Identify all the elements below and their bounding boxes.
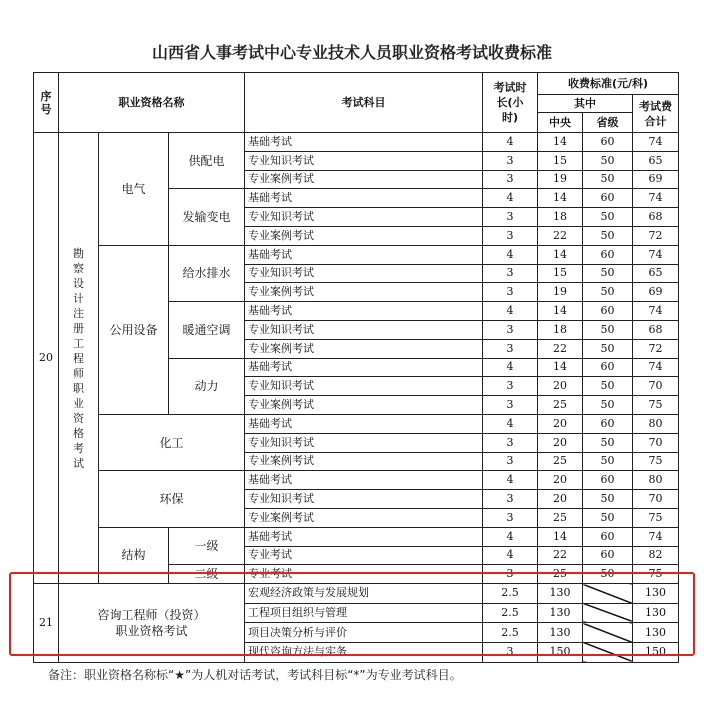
central-fee-cell: 20	[538, 471, 583, 490]
central-fee-cell: 130	[538, 623, 583, 643]
province-fee-cell: 50	[583, 208, 633, 227]
subject-cell: 基础考试	[245, 471, 483, 490]
hours-cell: 4	[483, 358, 538, 377]
central-fee-cell: 25	[538, 396, 583, 415]
subject-cell: 专业案例考试	[245, 452, 483, 471]
central-fee-cell: 14	[538, 245, 583, 264]
header-fee-standard: 收费标准(元/科)	[538, 73, 679, 95]
province-fee-cell: 50	[583, 264, 633, 283]
subject-cell: 专业考试	[245, 565, 483, 584]
total-fee-cell: 74	[633, 189, 679, 208]
province-fee-cell: 50	[583, 433, 633, 452]
hours-cell: 4	[483, 414, 538, 433]
hours-cell: 4	[483, 546, 538, 565]
subject-cell: 专业案例考试	[245, 226, 483, 245]
total-fee-cell: 74	[633, 358, 679, 377]
total-fee-cell: 69	[633, 283, 679, 302]
total-fee-cell: 65	[633, 264, 679, 283]
seq-20: 20	[34, 133, 59, 584]
province-fee-empty	[583, 623, 633, 643]
subject-cell: 专业知识考试	[245, 264, 483, 283]
province-fee-cell: 50	[583, 151, 633, 170]
province-fee-cell: 60	[583, 358, 633, 377]
subject-cell: 专业知识考试	[245, 433, 483, 452]
province-fee-cell: 60	[583, 471, 633, 490]
qual-name-21-line2: 职业资格考试	[115, 623, 188, 638]
table-row	[34, 527, 679, 546]
hours-cell: 3	[483, 642, 538, 662]
hours-cell: 3	[483, 339, 538, 358]
qual-name-21	[59, 584, 245, 662]
seq-21: 21	[34, 584, 59, 662]
hours-cell: 3	[483, 264, 538, 283]
category-environment: 环保	[99, 471, 245, 527]
total-fee-cell: 80	[633, 414, 679, 433]
qual-name-text: 勘察设计注册工程师职业资格考试	[73, 246, 84, 470]
subject-cell: 基础考试	[245, 302, 483, 321]
subject-cell: 宏观经济政策与发展规划	[245, 584, 483, 604]
total-fee-cell: 75	[633, 396, 679, 415]
subject-cell: 项目决策分析与评价	[245, 623, 483, 643]
subject-cell: 专业案例考试	[245, 170, 483, 189]
subject-cell: 专业知识考试	[245, 151, 483, 170]
total-fee-cell: 65	[633, 151, 679, 170]
province-fee-cell: 50	[583, 170, 633, 189]
province-fee-cell: 60	[583, 414, 633, 433]
hours-cell: 3	[483, 377, 538, 396]
total-fee-cell: 70	[633, 433, 679, 452]
table-row	[34, 245, 679, 264]
category-chemical: 化工	[99, 414, 245, 470]
total-fee-cell: 74	[633, 527, 679, 546]
province-fee-cell: 50	[583, 565, 633, 584]
header-among: 其中	[538, 95, 633, 113]
qual-name-21-line1: 咨询工程师（投资）	[97, 607, 206, 622]
subcategory-transmit: 发输变电	[169, 189, 245, 245]
hours-cell: 3	[483, 283, 538, 302]
province-fee-cell: 50	[583, 339, 633, 358]
hours-cell: 3	[483, 396, 538, 415]
subject-cell: 基础考试	[245, 245, 483, 264]
total-fee-cell: 150	[633, 642, 679, 662]
subcategory-level2: 二级	[169, 565, 245, 584]
table-row	[34, 471, 679, 490]
province-fee-cell: 60	[583, 189, 633, 208]
subcategory-hvac: 暖通空调	[169, 302, 245, 358]
province-fee-cell: 50	[583, 226, 633, 245]
subject-cell: 基础考试	[245, 358, 483, 377]
total-fee-cell: 75	[633, 565, 679, 584]
total-fee-cell: 130	[633, 584, 679, 604]
page-title: 山西省人事考试中心专业技术人员职业资格考试收费标准	[151, 43, 552, 62]
province-fee-empty	[583, 642, 633, 662]
central-fee-cell: 18	[538, 208, 583, 227]
total-fee-cell: 72	[633, 226, 679, 245]
central-fee-cell: 20	[538, 414, 583, 433]
subcategory-water: 给水排水	[169, 245, 245, 301]
central-fee-cell: 20	[538, 433, 583, 452]
central-fee-cell: 14	[538, 527, 583, 546]
subject-cell: 专业案例考试	[245, 283, 483, 302]
header-duration: 考试时长(小时)	[483, 73, 538, 133]
central-fee-cell: 19	[538, 170, 583, 189]
footnote: 备注：职业资格名称标“★”为人机对话考试，考试科目标“*”为专业考试科目。	[48, 668, 462, 682]
subject-cell: 专业知识考试	[245, 208, 483, 227]
subject-cell: 工程项目组织与管理	[245, 603, 483, 623]
hours-cell: 3	[483, 433, 538, 452]
category-structure: 结构	[99, 527, 169, 583]
central-fee-cell: 20	[538, 377, 583, 396]
table-row	[34, 133, 679, 152]
subject-cell: 专业案例考试	[245, 396, 483, 415]
subject-cell: 现代咨询方法与实务	[245, 642, 483, 662]
total-fee-cell: 130	[633, 623, 679, 643]
total-fee-cell: 75	[633, 452, 679, 471]
hours-cell: 4	[483, 471, 538, 490]
central-fee-cell: 19	[538, 283, 583, 302]
header-subject: 考试科目	[245, 73, 483, 133]
total-fee-cell: 70	[633, 377, 679, 396]
subject-cell: 专业知识考试	[245, 377, 483, 396]
province-fee-cell: 60	[583, 302, 633, 321]
hours-cell: 3	[483, 208, 538, 227]
central-fee-cell: 25	[538, 565, 583, 584]
subject-cell: 专业知识考试	[245, 490, 483, 509]
subcategory-power: 动力	[169, 358, 245, 414]
hours-cell: 2.5	[483, 584, 538, 604]
hours-cell: 4	[483, 133, 538, 152]
total-fee-cell: 82	[633, 546, 679, 565]
central-fee-cell: 18	[538, 320, 583, 339]
province-fee-cell: 60	[583, 527, 633, 546]
subject-cell: 专业案例考试	[245, 339, 483, 358]
province-fee-empty	[583, 603, 633, 623]
central-fee-cell: 20	[538, 490, 583, 509]
central-fee-cell: 25	[538, 452, 583, 471]
central-fee-cell: 15	[538, 151, 583, 170]
hours-cell: 4	[483, 302, 538, 321]
total-fee-cell: 130	[633, 603, 679, 623]
province-fee-empty	[583, 584, 633, 604]
central-fee-cell: 130	[538, 603, 583, 623]
hours-cell: 4	[483, 245, 538, 264]
total-fee-cell: 70	[633, 490, 679, 509]
central-fee-cell: 14	[538, 133, 583, 152]
hours-cell: 3	[483, 490, 538, 509]
header-qual-name: 职业资格名称	[59, 73, 245, 133]
hours-cell: 3	[483, 508, 538, 527]
table-row	[34, 584, 679, 604]
central-fee-cell: 14	[538, 302, 583, 321]
central-fee-cell: 22	[538, 546, 583, 565]
hours-cell: 4	[483, 189, 538, 208]
subject-cell: 基础考试	[245, 414, 483, 433]
province-fee-cell: 50	[583, 452, 633, 471]
subject-cell: 专业知识考试	[245, 320, 483, 339]
subject-cell: 专业考试	[245, 546, 483, 565]
subcategory-level1: 一级	[169, 527, 245, 565]
subject-cell: 专业案例考试	[245, 508, 483, 527]
hours-cell: 3	[483, 151, 538, 170]
central-fee-cell: 14	[538, 358, 583, 377]
total-fee-cell: 74	[633, 133, 679, 152]
total-fee-cell: 68	[633, 320, 679, 339]
total-fee-cell: 68	[633, 208, 679, 227]
central-fee-cell: 14	[538, 189, 583, 208]
central-fee-cell: 22	[538, 226, 583, 245]
category-electric: 电气	[99, 133, 169, 246]
hours-cell: 3	[483, 452, 538, 471]
province-fee-cell: 50	[583, 508, 633, 527]
table-row	[34, 414, 679, 433]
central-fee-cell: 25	[538, 508, 583, 527]
hours-cell: 3	[483, 565, 538, 584]
province-fee-cell: 50	[583, 283, 633, 302]
total-fee-cell: 74	[633, 245, 679, 264]
hours-cell: 3	[483, 226, 538, 245]
central-fee-cell: 22	[538, 339, 583, 358]
province-fee-cell: 60	[583, 133, 633, 152]
header-province: 省级	[583, 113, 633, 133]
province-fee-cell: 50	[583, 396, 633, 415]
header-central: 中央	[538, 113, 583, 133]
hours-cell: 3	[483, 320, 538, 339]
province-fee-cell: 50	[583, 320, 633, 339]
subject-cell: 基础考试	[245, 133, 483, 152]
central-fee-cell: 150	[538, 642, 583, 662]
subcategory-supply: 供配电	[169, 133, 245, 189]
total-fee-cell: 69	[633, 170, 679, 189]
province-fee-cell: 60	[583, 245, 633, 264]
hours-cell: 3	[483, 170, 538, 189]
hours-cell: 2.5	[483, 603, 538, 623]
header-total: 考试费合计	[633, 95, 679, 133]
fee-table	[33, 72, 679, 663]
category-public-equipment: 公用设备	[99, 245, 169, 414]
province-fee-cell: 60	[583, 546, 633, 565]
province-fee-cell: 50	[583, 377, 633, 396]
hours-cell: 2.5	[483, 623, 538, 643]
subject-cell: 基础考试	[245, 527, 483, 546]
central-fee-cell: 15	[538, 264, 583, 283]
total-fee-cell: 80	[633, 471, 679, 490]
header-seq: 序号	[34, 73, 59, 133]
subject-cell: 基础考试	[245, 189, 483, 208]
province-fee-cell: 50	[583, 490, 633, 509]
total-fee-cell: 75	[633, 508, 679, 527]
total-fee-cell: 72	[633, 339, 679, 358]
hours-cell: 4	[483, 527, 538, 546]
qual-name-20	[59, 133, 99, 584]
central-fee-cell: 130	[538, 584, 583, 604]
total-fee-cell: 74	[633, 302, 679, 321]
